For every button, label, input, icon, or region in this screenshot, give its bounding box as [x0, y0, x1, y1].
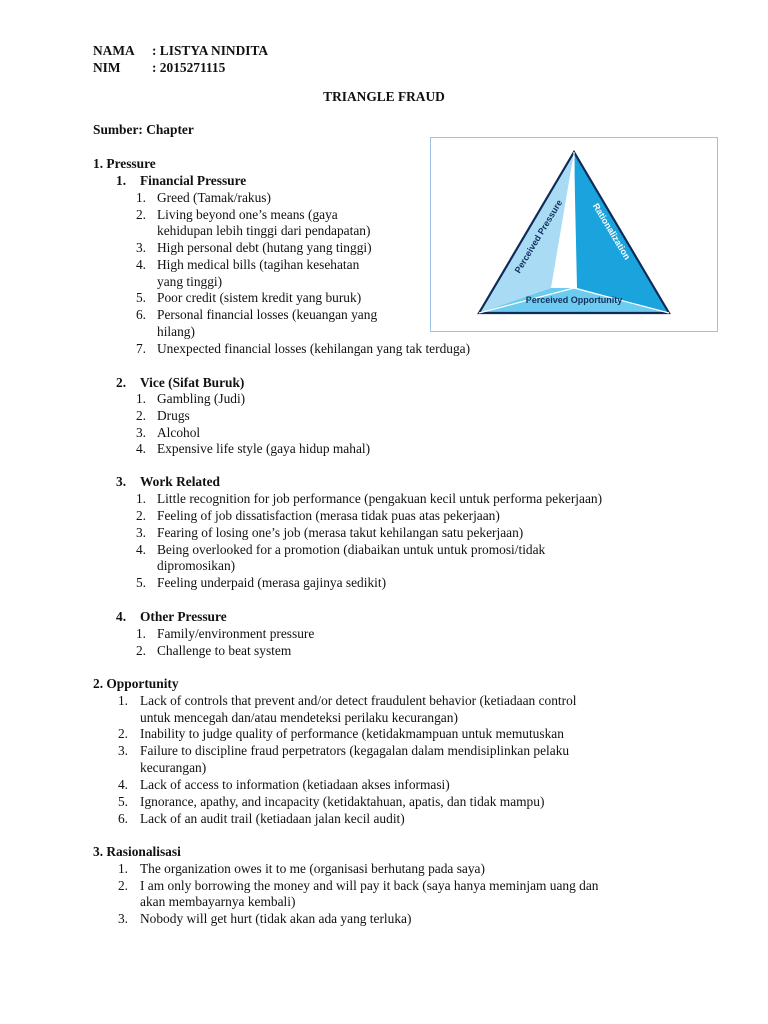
- name-value: : LISTYA NINDITA: [152, 43, 269, 58]
- list-number: 7.: [135, 341, 146, 356]
- subsection-number: 1.: [116, 173, 127, 188]
- list-item: The organization owes it to me (organisasi berhutang pada saya): [140, 861, 485, 876]
- subsection-number: 4.: [116, 609, 127, 624]
- list-item: Inability to judge quality of performance (ketidakmampuan untuk memutuskan: [140, 726, 564, 741]
- list-number: 2.: [135, 207, 146, 222]
- subsection-number: 3.: [116, 474, 127, 489]
- list-item: Nobody will get hurt (tidak akan ada yang terluka): [140, 911, 412, 926]
- list-number: 1.: [117, 861, 128, 876]
- list-item-continuation: yang tinggi): [157, 274, 223, 289]
- list-item: Feeling underpaid (merasa gajinya sedikit): [157, 575, 387, 590]
- list-item: Family/environment pressure: [157, 626, 315, 641]
- list-item: Lack of an audit trail (ketiadaan jalan kecil audit): [140, 811, 405, 826]
- list-number: 4.: [135, 542, 146, 557]
- list-item: High medical bills (tagihan kesehatan: [157, 257, 360, 272]
- list-item: Personal financial losses (keuangan yang: [157, 307, 378, 322]
- list-number: 2.: [117, 726, 128, 741]
- list-number: 3.: [135, 425, 146, 440]
- list-number: 1.: [135, 391, 146, 406]
- list-item: Failure to discipline fraud perpetrators (kegagalan dalam mendisiplinkan pelaku: [140, 743, 570, 758]
- list-number: 3.: [117, 743, 128, 758]
- list-item-continuation: kehidupan lebih tinggi dari pendapatan): [157, 223, 371, 238]
- list-item: High personal debt (hutang yang tinggi): [157, 240, 372, 255]
- other-pressure-heading: Other Pressure: [140, 609, 227, 624]
- list-number: 2.: [117, 878, 128, 893]
- list-item-continuation: akan membayarnya kembali): [140, 894, 296, 909]
- section-pressure-heading: 1. Pressure: [93, 156, 156, 171]
- list-item-continuation: hilang): [157, 324, 195, 339]
- list-item: Fearing of losing one’s job (merasa takut kehilangan satu pekerjaan): [157, 525, 524, 540]
- list-number: 2.: [135, 508, 146, 523]
- list-item-continuation: dipromosikan): [157, 558, 236, 573]
- list-item: Expensive life style (gaya hidup mahal): [157, 441, 371, 456]
- list-number: 1.: [135, 491, 146, 506]
- list-item: Greed (Tamak/rakus): [157, 190, 271, 205]
- nim-label: NIM: [93, 60, 121, 75]
- list-item: Unexpected financial losses (kehilangan yang tak terduga): [157, 341, 471, 356]
- list-item-continuation: untuk mencegah dan/atau mendeteksi perilaku kecurangan): [140, 710, 458, 725]
- list-number: 3.: [135, 525, 146, 540]
- financial-pressure-heading: Financial Pressure: [140, 173, 247, 188]
- document-title: TRIANGLE FRAUD: [323, 89, 445, 104]
- list-item: Alcohol: [157, 425, 201, 440]
- list-item: Living beyond one’s means (gaya: [157, 207, 338, 222]
- name-label: NAMA: [93, 43, 135, 58]
- list-item: Challenge to beat system: [157, 643, 292, 658]
- section-opportunity-heading: 2. Opportunity: [93, 676, 179, 691]
- perceived-pressure-label: Perceived Pressure: [512, 198, 565, 275]
- list-item: Ignorance, apathy, and incapacity (ketidaktahuan, apatis, dan tidak mampu): [140, 794, 545, 809]
- list-number: 1.: [135, 626, 146, 641]
- source-line: Sumber: Chapter: [93, 122, 194, 137]
- list-number: 5.: [117, 794, 128, 809]
- list-item: Gambling (Judi): [157, 391, 246, 406]
- list-item: Feeling of job dissatisfaction (merasa tidak puas atas pekerjaan): [157, 508, 500, 523]
- list-item: Poor credit (sistem kredit yang buruk): [157, 290, 362, 305]
- perceived-opportunity-label: Perceived Opportunity: [525, 295, 623, 305]
- vice-heading: Vice (Sifat Buruk): [140, 375, 245, 390]
- list-number: 5.: [135, 575, 146, 590]
- list-item: Drugs: [157, 408, 190, 423]
- list-item: Lack of controls that prevent and/or detect fraudulent behavior (ketiadaan control: [140, 693, 577, 708]
- work-related-heading: Work Related: [140, 474, 220, 489]
- list-number: 1.: [117, 693, 128, 708]
- list-number: 4.: [135, 257, 146, 272]
- list-number: 5.: [135, 290, 146, 305]
- list-number: 6.: [135, 307, 146, 322]
- section-rationalization-heading: 3. Rasionalisasi: [93, 844, 181, 859]
- list-item: I am only borrowing the money and will pay it back (saya hanya meminjam uang dan: [140, 878, 599, 893]
- fraud-triangle-figure: [430, 137, 718, 332]
- list-item: Little recognition for job performance (pengakuan kecil untuk performa pekerjaan): [157, 491, 603, 506]
- fraud-triangle-diagram: [431, 138, 717, 331]
- nim-value: : 2015271115: [152, 60, 226, 75]
- list-number: 4.: [117, 777, 128, 792]
- list-number: 1.: [135, 190, 146, 205]
- list-number: 2.: [135, 643, 146, 658]
- subsection-number: 2.: [116, 375, 127, 390]
- list-number: 2.: [135, 408, 146, 423]
- list-item-continuation: kecurangan): [140, 760, 207, 775]
- list-item: Being overlooked for a promotion (diabaikan untuk untuk promosi/tidak: [157, 542, 546, 557]
- list-number: 3.: [117, 911, 128, 926]
- list-number: 3.: [135, 240, 146, 255]
- list-item: Lack of access to information (ketiadaan akses informasi): [140, 777, 450, 792]
- list-number: 6.: [117, 811, 128, 826]
- rationalization-label: Rationalization: [590, 201, 633, 262]
- list-number: 4.: [135, 441, 146, 456]
